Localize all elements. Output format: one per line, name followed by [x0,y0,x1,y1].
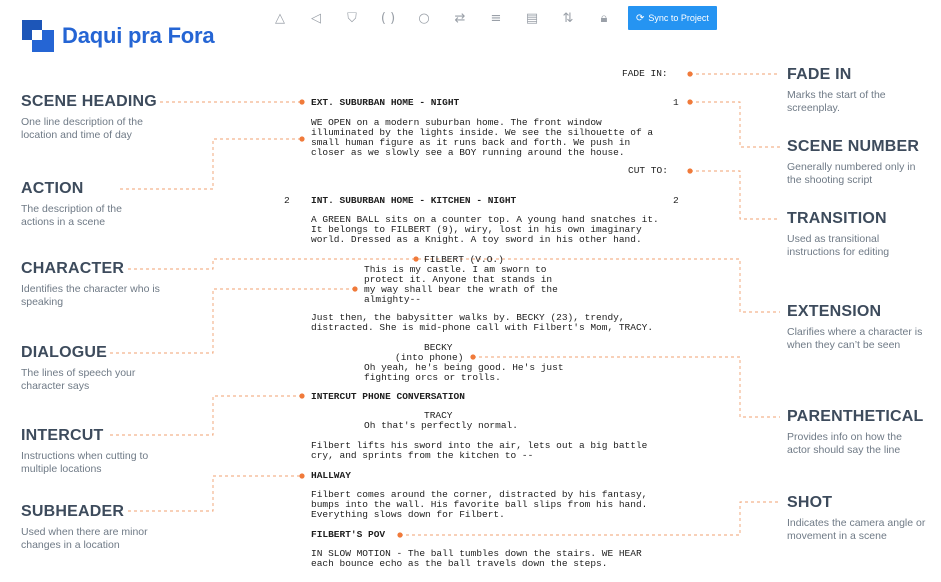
character-cue: FILBERT (V.O.) [424,254,504,265]
action-paragraph: IN SLOW MOTION - The ball tumbles down the stairs. WE HEAR each bounce echo as the ball travels down the steps. [311,548,642,569]
lines-icon[interactable]: ≡ [490,10,502,26]
annotation-shot [787,494,941,543]
annotation-description: Used as transitional instructions for editing [787,233,890,258]
action-paragraph: A GREEN BALL sits on a counter top. A young hand snatches it. It belongs to FILBERT (9), wiry, lost in his own imaginary world. Dressed as a Knight. A toy sword in his other hand. [311,214,659,245]
annotation-transition [787,210,941,259]
sync-button-label: Sync to Project [648,13,709,23]
annotation-description: Marks the start of the screenplay. [787,89,886,114]
annotation-title: DIALOGUE [21,344,108,361]
dialogue-block: Oh that's perfectly normal. [364,420,518,431]
annotation-title: SCENE NUMBER [787,138,920,155]
annotation-description: Clarifies where a character is when they can’t be seen [787,326,923,351]
connector-scene-number [690,102,780,147]
connector-transition [690,171,780,219]
parentheses-icon[interactable]: ( ) [380,10,396,26]
annotation-character [21,260,201,309]
annotation-extension [787,303,941,352]
annotation-title: SHOT [787,494,833,511]
marker-scene-number [687,99,692,104]
note-icon[interactable]: ▤ [525,10,539,26]
annotation-title: SCENE HEADING [21,93,157,110]
swap-icon[interactable]: ⇄ [454,10,466,26]
marker-scene-heading [299,99,304,104]
annotation-title: SUBHEADER [21,503,125,520]
annotation-description: The description of the actions in a scene [21,203,122,228]
annotation-title: PARENTHETICAL [787,408,924,425]
annotation-description: Indicates the camera angle or movement in a scene [787,517,926,542]
action-paragraph: Filbert lifts his sword into the air, lets out a big battle cry, and sprints from the kitchen to -- [311,440,648,461]
annotation-description: Identifies the character who is speaking [21,283,160,308]
annotation-title: FADE IN [787,66,852,83]
action-paragraph: Filbert comes around the corner, distracted by his fantasy, bumps into the wall. His favorite ball slips from his hand. Everything slows down for Filbert. [311,489,648,520]
subheader-text: HALLWAY [311,470,351,481]
announce-icon[interactable]: ◁ [311,10,321,26]
annotation-scene-heading [21,93,201,142]
intercut-text: INTERCUT PHONE CONVERSATION [311,391,465,402]
marker-fade-in [687,71,692,76]
parenthetical-text: (into phone) [395,352,464,363]
annotation-fade-in [787,66,941,115]
brand-name: Daqui pra Fora [62,23,215,48]
marker-shot [397,532,402,537]
annotation-dialogue [21,344,201,393]
annotation-description: Generally numbered only in the shooting script [787,161,916,186]
annotation-title: TRANSITION [787,210,887,227]
annotation-scene-number [787,138,941,187]
scene-number-2-left: 2 [284,195,290,206]
annotation-parenthetical [787,408,941,457]
annotation-intercut [21,427,201,476]
annotation-title: ACTION [21,180,84,197]
marker-character [413,256,418,261]
scene-number-1: 1 [673,97,679,108]
fade-in-text: FADE IN: [622,68,668,79]
dialogue-block: This is my castle. I am sworn to protect it. Anyone that stands in my way shall bear the wrath of the almighty-- [364,264,558,305]
speech-bubble-icon[interactable]: ○ [418,10,430,26]
scene-heading-2: INT. SUBURBAN HOME - KITCHEN - NIGHT [311,195,517,206]
marker-intercut [299,393,304,398]
sort-icon[interactable]: ⇅ [562,10,574,26]
character-cue: TRACY [424,410,453,421]
character-cue: BECKY [424,342,453,353]
scene-number-2-right: 2 [673,195,679,206]
action-paragraph: Just then, the babysitter walks by. BECKY (23), trendy, distracted. She is mid-phone call with Filbert's Mom, TRACY. [311,312,654,333]
marker-action [299,136,304,141]
dialogue-block: Oh yeah, he's being good. He's just fighting orcs or trolls. [364,362,564,383]
action-paragraph: WE OPEN on a modern suburban home. The front window illuminated by the lights inside. We see the silhouette of a small human figure as it runs back and forth. We push in closer as we slowly see a BOY running around the house. [311,117,654,158]
annotation-description: Provides info on how the actor should say the line [787,431,902,456]
shield-icon[interactable]: ⛉ [347,10,357,26]
lock-icon[interactable]: 🔒︎ [600,10,608,26]
annotation-action [21,180,201,229]
annotation-description: Used when there are minor changes in a location [21,526,148,551]
annotation-description: One line description of the location and time of day [21,116,143,141]
annotation-title: INTERCUT [21,427,104,444]
annotation-title: EXTENSION [787,303,882,320]
annotation-subheader [21,503,201,552]
marker-dialogue [352,286,357,291]
annotation-description: The lines of speech your character says [21,367,136,392]
shot-text: FILBERT'S POV [311,529,386,540]
marker-transition [687,168,692,173]
transition-text: CUT TO: [628,165,668,176]
shapes-icon[interactable]: △ [275,10,285,26]
annotation-description: Instructions when cutting to multiple locations [21,450,149,475]
scene-heading-1: EXT. SUBURBAN HOME - NIGHT [311,97,460,108]
marker-parenthetical [470,354,475,359]
annotation-title: CHARACTER [21,260,125,277]
sync-icon: ⟳ [636,12,645,24]
marker-subheader [299,473,304,478]
